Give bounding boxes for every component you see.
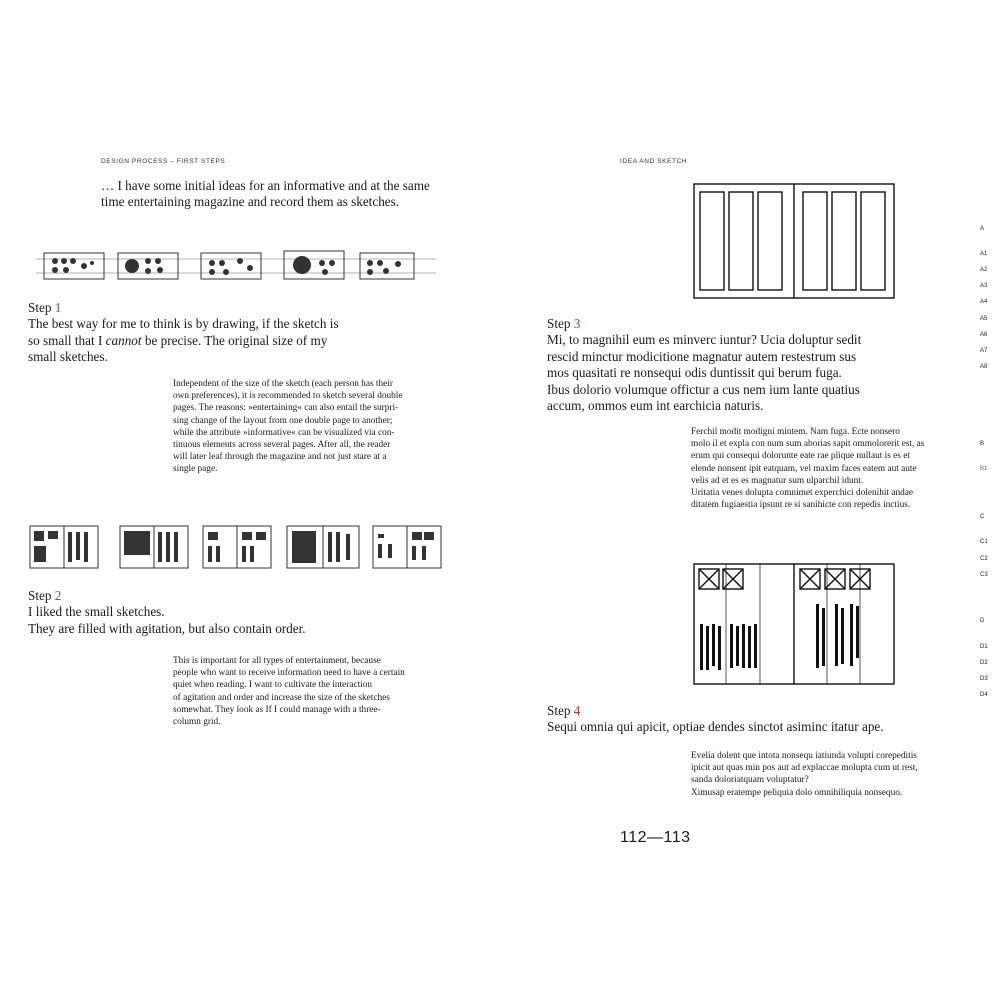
index-a3: A3 — [980, 283, 988, 289]
index-d2: D2 — [980, 660, 988, 666]
step-1-number: 1 — [54, 300, 62, 315]
intro-line-1: … I have some initial ideas for an informative and at the same — [101, 178, 430, 193]
index-d: D — [980, 618, 985, 624]
page-numbers: 112—113 — [620, 829, 691, 846]
index-a: A — [980, 226, 985, 232]
step-1-body: Independent of the size of the sketch (each person has their own preferences), it is recommended to sketch several double pages. The reasons: »entertaining« can also entail the surpri- sing change of the layout from one double page to another; while the attribute »informative« can be visualized via con- tinuous elements across several pages. After all, the reader will later leaf through the magazine and not just stare at a single page. — [173, 379, 403, 475]
step-4-body: Evelia dolent que intota nonsequ iatiunda volupti corepeditis ipicit aut quas min pos aut ad explaccae molupta cum ut rest, sanda doloriatquam voluptatur? Ximusap eratempe peliquia dolo omnihiliquia nonsequo. — [691, 751, 918, 798]
index-d1: D1 — [980, 644, 988, 650]
index-b: B — [980, 441, 985, 447]
index-a5: A5 — [980, 316, 988, 322]
grid-sketch-three-column — [690, 180, 900, 302]
index-c1: C1 — [980, 539, 988, 545]
index-a8: A8 — [980, 364, 988, 370]
grid-sketch-filled — [690, 560, 900, 688]
step-2-label: Step 2 — [28, 588, 62, 603]
index-a7: A7 — [980, 348, 988, 354]
step-3-label: Step 3 — [547, 316, 581, 331]
step-1-label: Step 1 — [28, 300, 62, 315]
step-3-body: Ferchil modit modigni mintem. Nam fuga. Ecte nonsero molo il et expla con num sum aborias sapit ommolorerit est, as erum qui consequi dolorunte eate rae plique nullaut is es et elende nonsent ipit eatquam, vel maxim faces eatem aut aute velis ad et es es magnatur sum ulparchil idunt. Uritatia venes dolupta comnimet experchici dolenihit andae ditatem fugiaestia ipsunt re si sanihicte con repedis inctius. — [691, 427, 925, 511]
index-d3: D3 — [980, 676, 988, 682]
sketch-strip-small — [36, 246, 436, 286]
index-c: C — [980, 514, 985, 520]
step-4-label: Step 4 — [547, 703, 581, 718]
index-a6: A6 — [980, 332, 988, 338]
index-a2: A2 — [980, 267, 988, 273]
sketch-thumb-1 — [44, 253, 104, 279]
step-3-lead: Mi, to magnihil eum es minverc iuntur? Ucia doluptur sedit rescid minctur modicitione magnatur autem restestrum sus mos quasitati re nonsequi odis duntissit qui berum fuga. Ibus dolorio volumque offictur a cus nem ium lante quatius accum, ommos eum int earchicia naturis. — [547, 332, 862, 413]
step-2-body: This is important for all types of entertainment, because people who want to receive information need to have a certain quiet when reading. I want to cultivate the interaction of agitation and order and increase the size of the sketches somewhat. They look as If I could manage with a three- column grid. — [173, 656, 405, 728]
index-c3: C3 — [980, 572, 988, 578]
index-a4: A4 — [980, 299, 988, 305]
step-4-lead: Sequi omnia qui apicit, optiae dendes sinctot asiminc itatur ape. — [547, 719, 884, 734]
step-4-number: 4 — [573, 703, 581, 718]
step-2-number: 2 — [54, 588, 62, 603]
running-head-left: DESIGN PROCESS – FIRST STEPS — [101, 158, 226, 165]
step-1-lead: The best way for me to think is by drawing, if the sketch is so small that I cannot be precise. The original size of my small sketches. — [28, 316, 339, 364]
index-b1: B1 — [980, 466, 988, 472]
index-d4: D4 — [980, 692, 988, 698]
running-head-right: IDEA AND SKETCH — [620, 158, 688, 165]
sketch-thumb-5 — [360, 253, 414, 279]
step-2-lead: I liked the small sketches. They are filled with agitation, but also contain order. — [28, 604, 306, 636]
intro-line-2: time entertaining magazine and record them as sketches. — [101, 194, 400, 209]
margin-index — [980, 0, 998, 1000]
index-a1: A1 — [980, 251, 988, 257]
step-3-number: 3 — [573, 316, 581, 331]
sketch-strip-larger — [28, 522, 448, 572]
index-c2: C2 — [980, 556, 988, 562]
intro-text — [101, 178, 431, 210]
